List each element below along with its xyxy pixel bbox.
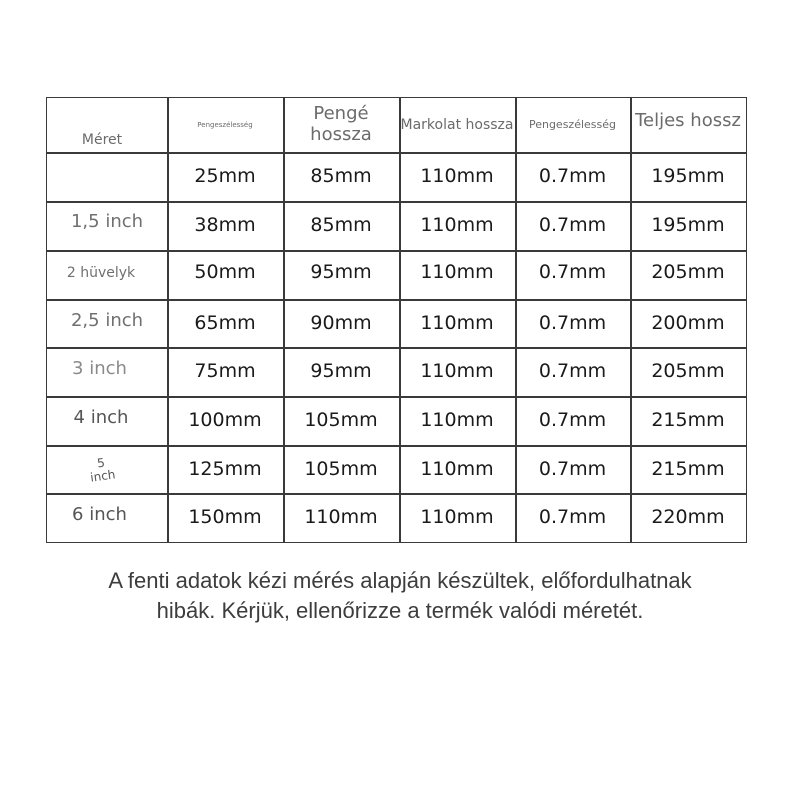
blade-length-value: 105mm <box>304 457 378 480</box>
total-length-value: 220mm <box>651 506 725 529</box>
handle-length-value: 110mm <box>420 457 494 480</box>
blade-length-value: 90mm <box>310 311 372 334</box>
thickness-value: 0.7mm <box>538 165 607 188</box>
row-size: 2 hüvelyk <box>66 264 136 281</box>
header-handle-length: Markolat hossza <box>400 116 514 133</box>
header-blade-width: Pengeszélesség <box>197 120 253 129</box>
row-size <box>47 153 167 201</box>
blade-length-value: 85mm <box>310 214 372 237</box>
blade-width-value: 150mm <box>188 506 262 529</box>
size-table <box>46 97 747 543</box>
header-size: Méret <box>81 131 123 148</box>
thickness-value: 0.7mm <box>538 311 607 334</box>
total-length-value: 195mm <box>651 165 725 188</box>
blade-width-value: 65mm <box>194 311 256 334</box>
total-length-value: 195mm <box>651 214 725 237</box>
thickness-value: 0.7mm <box>538 409 607 432</box>
blade-width-value: 50mm <box>194 261 256 284</box>
total-length-value: 200mm <box>651 311 725 334</box>
thickness-value: 0.7mm <box>538 360 607 383</box>
blade-length-value: 110mm <box>304 506 378 529</box>
blade-length-value: 85mm <box>310 165 372 188</box>
thickness-value: 0.7mm <box>538 457 607 480</box>
blade-width-value: 38mm <box>194 214 256 237</box>
row-size: 1,5 inch <box>70 210 144 232</box>
header-blade-length: Pengé hossza <box>310 103 372 145</box>
handle-length-value: 110mm <box>420 165 494 188</box>
handle-length-value: 110mm <box>420 409 494 432</box>
blade-length-value: 95mm <box>310 360 372 383</box>
handle-length-value: 110mm <box>420 506 494 529</box>
blade-length-value: 95mm <box>310 261 372 284</box>
blade-width-value: 125mm <box>188 457 262 480</box>
thickness-value: 0.7mm <box>538 214 607 237</box>
disclaimer-line-1: A fenti adatok kézi mérés alapján készültek, előfordulhatnak <box>108 568 692 593</box>
blade-length-value: 105mm <box>304 409 378 432</box>
disclaimer-line-2: hibák. Kérjük, ellenőrizze a termék valódi méretét. <box>156 598 644 623</box>
thickness-value: 0.7mm <box>538 261 607 284</box>
handle-length-value: 110mm <box>420 261 494 284</box>
header-total-length: Teljes hossz <box>635 109 741 131</box>
row-size: 6 inch <box>72 503 127 525</box>
row-size: 3 inch <box>72 357 127 379</box>
handle-length-value: 110mm <box>420 311 494 334</box>
blade-width-value: 25mm <box>194 165 256 188</box>
row-size: 2,5 inch <box>70 309 144 331</box>
total-length-value: 215mm <box>651 409 725 432</box>
total-length-value: 215mm <box>651 457 725 480</box>
row-size: 4 inch <box>73 406 129 428</box>
handle-length-value: 110mm <box>420 214 494 237</box>
total-length-value: 205mm <box>651 261 725 284</box>
row-size: 5 inch <box>89 455 117 485</box>
blade-width-value: 100mm <box>188 409 262 432</box>
measurement-disclaimer <box>0 566 800 626</box>
thickness-value: 0.7mm <box>538 506 607 529</box>
total-length-value: 205mm <box>651 360 725 383</box>
handle-length-value: 110mm <box>420 360 494 383</box>
header-thickness: Pengeszélesség <box>528 117 617 131</box>
blade-width-value: 75mm <box>194 360 256 383</box>
